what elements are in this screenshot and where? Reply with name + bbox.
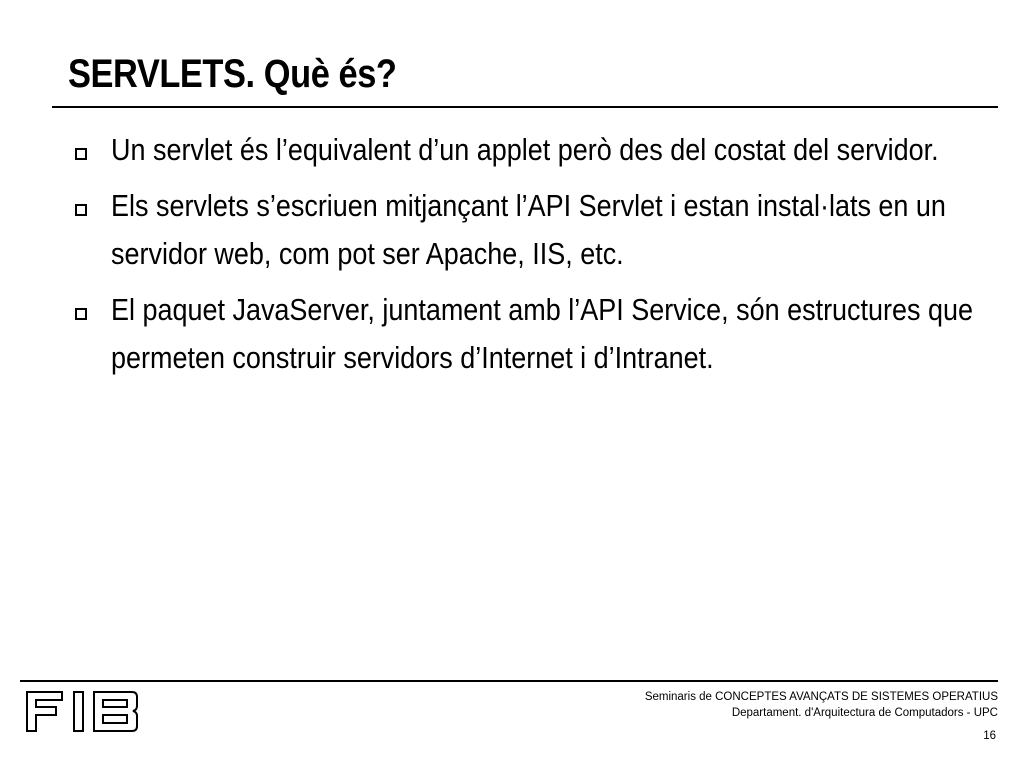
bullet-item <box>70 182 1020 278</box>
square-bullet-icon <box>75 308 87 320</box>
page-number: 16 <box>983 730 996 742</box>
footer-credits <box>645 689 998 721</box>
fib-logo <box>24 689 140 733</box>
bullet-text: Un servlet és l’equivalent d’un applet però des del costat del servidor. <box>111 132 939 167</box>
footer-divider <box>20 680 998 682</box>
bullet-list <box>70 126 1020 390</box>
bullet-item <box>70 286 1020 382</box>
slide-title: SERVLETS. Què és? <box>68 52 397 96</box>
bullet-item <box>70 126 1020 174</box>
bullet-text: Els servlets s’escriuen mitjançant l’API Servlet i estan instal·lats en un servidor web, com pot ser Apache, IIS, etc. <box>111 188 946 271</box>
course-title: Seminaris de CONCEPTES AVANÇATS DE SISTEMES OPERATIUS <box>644 691 998 703</box>
square-bullet-icon <box>75 204 87 216</box>
bullet-text: El paquet JavaServer, juntament amb l’API Service, són estructures que permeten construir servidors d’Internet i d’Intranet. <box>111 292 973 375</box>
department-name: Departament. d'Arquitectura de Computadors - UPC <box>731 707 998 719</box>
square-bullet-icon <box>75 148 87 160</box>
title-divider <box>52 106 998 108</box>
